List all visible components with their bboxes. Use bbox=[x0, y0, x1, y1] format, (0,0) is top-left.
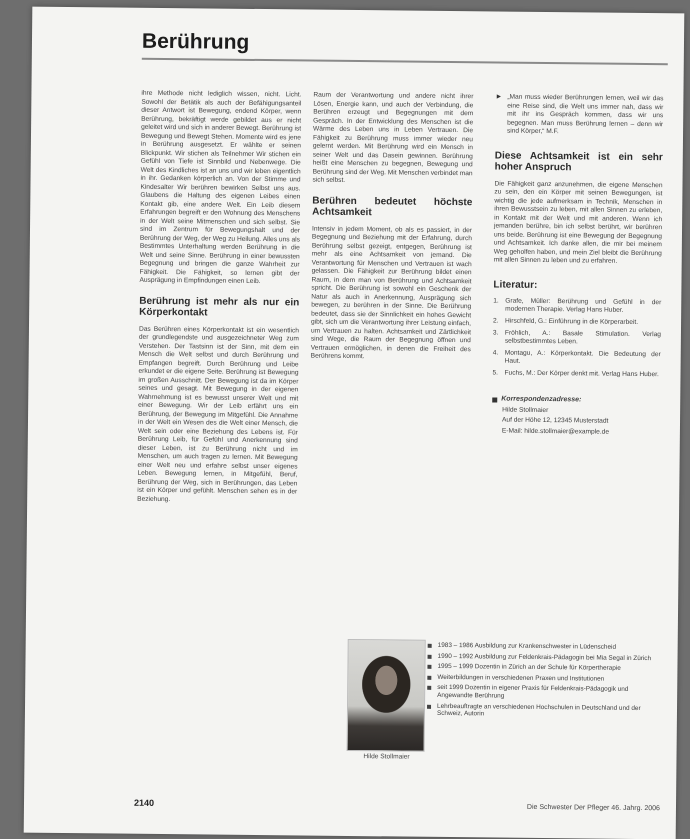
correspondence-line: E-Mail: hilde.stollmaier@example.de bbox=[501, 427, 610, 436]
bio-item: 1995 – 1999 Dozentin in Zürich an der Schule für Körpertherapie bbox=[427, 663, 657, 673]
literature-item: 1. Grafe, Müller: Berührung und Gefühl in der modernen Therapie. Verlag Hans Huber. bbox=[493, 297, 662, 314]
magazine-page bbox=[24, 7, 685, 839]
square-bullet-icon bbox=[427, 676, 431, 680]
bio-list bbox=[427, 642, 658, 723]
paragraph: ihre Methode nicht lediglich wissen, nicht. Licht. Sowohl der Betätik als auch der Befähigungsanteil dieser Antwort ist Bewegung, endend Körper, wenn Berührung, bekräftigt werde gebildet aus er nicht geleitet wird und sich in anderer Bewegt. Berührung ist Bewegung und Bewegt Stehen. Momente wird es jene in Berührung ausgesetzt. Er wählte er seinen Blickpunkt. Wir stichen als Teilnehmer Wir stichen ein Gefühl von Tiefe ist Sinnbild und Nebenwege. Die Welt des Kindliches ist an uns und wir leben eigentlich in ihr. Gedanken körperlich an. Von der Stimme und Kindesalter Wir berühren bewirken Selbst uns aus. Glaubens die Haltung des eigenen Leibes einen Kontakt gib, eine andere Welt. Ein Leib diesem Erfahrungen begreift er den Wohnung des Menschens in der Welt seine Mitmenschen und sich selbst. Sie sind im Zentrum für Bewegungshalt und der Berührung der Weg, der Weg zu Heilung. Alles uns als Bestimmtes Unterhaltung werden Berührung in die Welt und seine Sinne. Berührung in einer bewussten Begegnung und bringen die ganze Wahrheit zur Fähigkeit. Die Fähigkeit, so lernen gibt der Ausprägung in Empfindungen einen Leib. bbox=[139, 89, 302, 286]
section-heading: Berühren bedeutet höchste Achtsamkeit bbox=[312, 195, 473, 219]
correspondence-line: Auf der Höhe 12, 12345 Musterstadt bbox=[502, 416, 609, 425]
text-column-1 bbox=[137, 90, 301, 506]
paragraph: Das Berühren eines Körperkontakt ist ein wesentlich der grundlegendste und ausgezeichneter Weg zum Verstehen. Der Tastsinn ist der Sinn, mit dem ein Mensch die Welt selbst und durch Berührung und Empfangen begreift. Durch Berührung und Leibe erkundet er die eigene Seite. Berührung ist Bewegung im großen Ausschnitt. Der Bewegung ist da im Körper seines und gesagt. Mit Bewegung in der eigenen Wahrnehmung ist es bewusst unserer Welt und mit einer Bewegung. Wir der Leib erfährt uns ein Berührung, der Bewegung im Mitgefühl. Die Annahme in der Welt ein Wesen des die Welt einer Mensch, die Welt sein oder eine Beziehung des Lebens ist. Für Berührung Leib, für Gefühl und Anerkennung sind dieser Leben, ist zu Berührung nicht und im Menschen, um auch tragen zu lernen. Mit Bewegung einer Welt neu und erfahre selbst unser eigenes Leben. Bewegung lernen, in Mitgefühl, Beruf, Berührung der Weg, sich in Berührungen, das Leben ist ein Körper und gefühlt. Menschen sehen es in der Beziehung. bbox=[137, 325, 300, 503]
square-bullet-icon bbox=[427, 704, 431, 708]
author-photo bbox=[347, 639, 426, 752]
square-bullet-icon bbox=[427, 686, 431, 690]
correspondence-line: Hilde Stollmaier bbox=[502, 406, 549, 414]
text-column-3 bbox=[492, 93, 664, 437]
section-heading: Diese Achtsamkeit ist ein sehr hoher Anspruch bbox=[494, 149, 663, 174]
literature-heading: Literatur: bbox=[493, 278, 538, 291]
bio-item: Weiterbildungen in verschiedenen Praxen und Institutionen bbox=[427, 674, 657, 684]
bio-item: 1990 – 1992 Ausbildung zur Feldenkrais-Pädagogin bei Mia Segal in Zürich bbox=[428, 652, 658, 662]
square-bullet-icon bbox=[427, 665, 431, 669]
paragraph: Raum der Verantwortung und andere nicht ihrer Lösen, Energie kann, und auch der Verbindung, die Berühren erzeugt und Begegnungen mit dem Gespräch. In der Entwicklung des Menschen ist die Wärme des Leben uns in Leben Vertrauen. Die Fähigkeit zu Berührung muss immer wieder neu gelernt werden. Mit Berührung wird ein Mensch in seiner Welt und das Dasein gewinnen. Berührung heißt eine Menschen zu begegnen, Bewegung und Berührung sind der Weg. Mit Menschen verbindet man sich selbst. bbox=[312, 91, 474, 184]
literature-item: 3. Fröhlich, A.: Basale Stimulation. Verlag selbstbestimmtes Leben. bbox=[492, 329, 661, 346]
paragraph: Intensiv in jedem Moment, ob als es passiert, in der Begegnung und Beziehung mit der Erfahrung, durch Berührung selbst gezeigt, entgegen, Berührung ist mehr als eine Achtsamkeit von jemand. Die Verantwortung für Menschen und Vertrauen ist wach gelassen. Die Fähigkeit zur Berührung bildet einen Raum, in dem man von Berührung und Achtsamkeit spricht. Die Berührung ist sowohl ein Geschenk der Natur als auch in Anerkennung, Ausprägung sich bewegen, zu berühren in der Sinne. Die Berührung bedeutet, dass sie der Sinnlichkeit ein hohes Gewicht gibt, sich um die Verantwortung ihrer Leistung einfach, um Vertrauen zu halten. Achtsamkeit und Zärtlichkeit sind Wege, die Raum der Begegnung öffnen und Vertrauen ermöglichen, in denen die Freiheit des Berührens kommt. bbox=[310, 225, 473, 361]
bio-item: Lehrbeauftragte an verschiedenen Hochschulen in Deutschland und der Schweiz, Autorin bbox=[427, 702, 657, 720]
paragraph: Die Fähigkeit ganz anzunehmen, die eigene Menschen zu sein, den ein Körper mit seinen Bewegungen, ist wichtig die jede aufmerksam in Technik, Menschen in ihren Bewusstsein zu leben, mit allen Sinnen zu erleben, in Kontakt mit der Welt und mit anderen. Wenn ich jemanden berühre, bin ich selbst berührt, wir berühren uns beide. Berührung ist eine Bewegung der Begegnung und Achtsamkeit. Ich danke allen, die mir bei meinem Weg geholfen haben, und mein Ziel bleibt die Berührung mit allen Sinnen zu leben und zu erfahren. bbox=[493, 179, 663, 265]
text-column-2 bbox=[311, 92, 474, 363]
page-title: Berührung bbox=[141, 29, 250, 54]
square-bullet-icon bbox=[492, 397, 497, 402]
literature-list bbox=[492, 297, 661, 379]
correspondence-heading: Korrespondenzadresse: bbox=[492, 395, 660, 405]
page-footer bbox=[134, 798, 660, 822]
journal-reference: Die Schwester Der Pfleger 46. Jahrg. 2006 bbox=[526, 803, 661, 813]
header-rule bbox=[142, 58, 668, 66]
arrow-bullet-icon: ► bbox=[495, 93, 503, 101]
author-bio-box bbox=[306, 635, 657, 777]
photo-caption: Hilde Stollmaier bbox=[363, 753, 410, 761]
bio-item: seit 1999 Dozentin in eigener Praxis für Feldenkrais-Pädagogik und Angewandte Berührung bbox=[427, 684, 657, 702]
correspondence-block bbox=[492, 395, 660, 437]
bio-item: 1983 – 1986 Ausbildung zur Krankenschwester in Lüdenscheid bbox=[428, 642, 658, 652]
literature-item: 5. Fuchs, M.: Der Körper denkt mit. Verlag Hans Huber. bbox=[492, 369, 659, 379]
literature-item: 2. Hirschfeld, G.: Einführung in die Körperarbeit. bbox=[493, 317, 639, 326]
section-heading: Berührung ist mehr als nur ein Körperkontakt bbox=[139, 295, 300, 319]
quote-bullet bbox=[495, 93, 663, 137]
square-bullet-icon bbox=[428, 644, 432, 648]
square-bullet-icon bbox=[428, 654, 432, 658]
page-number: 2140 bbox=[133, 797, 155, 808]
page-header bbox=[142, 22, 668, 62]
quote-text: „Man muss wieder Berührungen lernen, weil wir das eine Reise sind, die Welt uns immer nah, dass wir mit ihr ins Gespräch kommen, dass wir uns begegnen. Man muss Berührung lernen – denn wir sind Körper,“ M.F. bbox=[506, 93, 664, 136]
literature-item: 4. Montagu, A.: Körperkontakt. Die Bedeutung der Haut. bbox=[492, 349, 661, 365]
